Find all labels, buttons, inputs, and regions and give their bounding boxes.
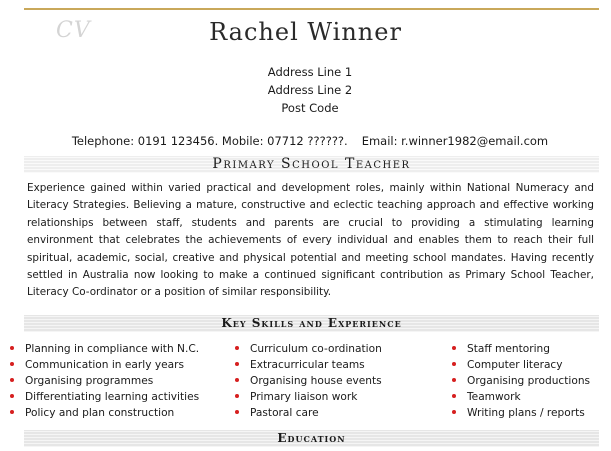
bullet-icon (452, 410, 456, 414)
list-item: Computer literacy (450, 357, 590, 373)
cv-watermark: CV (56, 18, 91, 43)
bullet-icon (10, 394, 14, 398)
bullet-icon (452, 394, 456, 398)
list-item: Primary liaison work (233, 389, 382, 405)
list-item: Communication in early years (8, 357, 199, 373)
bullet-icon (10, 410, 14, 414)
bullet-icon (452, 346, 456, 350)
bullet-icon (10, 378, 14, 382)
bullet-icon (235, 378, 239, 382)
list-item: Policy and plan construction (8, 405, 199, 421)
skills-column-3 (450, 341, 590, 421)
list-item: Extracurricular teams (233, 357, 382, 373)
list-item: Planning in compliance with N.C. (8, 341, 199, 357)
education-heading (24, 430, 599, 447)
list-item: Organising house events (233, 373, 382, 389)
profile-summary: Experience gained within varied practical and development roles, mainly within National Numeracy and Literacy Strategies. Believing a mature, constructive and eclectic teaching approach and effective working relationships between staff, students and parents are crucial to providing a stimulating learning environment that celebrates the achievements of every individual and enables them to reach their full spiritual, academic, social, creative and physical potential and meeting school mandates. Having recently settled in Australia now looking to make a continued significant contribution as Primary School Teacher, Literacy Co-ordinator or a position of similar responsibility. (27, 182, 594, 299)
list-item: Organising programmes (8, 373, 199, 389)
telephone-text: Telephone: 0191 123456. Mobile: 07712 ??????. (71, 134, 348, 148)
bullet-icon (452, 362, 456, 366)
job-title-text: Primary School Teacher (212, 156, 411, 172)
list-item: Teamwork (450, 389, 590, 405)
bullet-icon (235, 394, 239, 398)
skills-heading-text: Key Skills and Experience (221, 316, 402, 330)
bullet-icon (235, 362, 239, 366)
address-line-1: Address Line 1 (267, 65, 353, 79)
list-item: Staff mentoring (450, 341, 590, 357)
bullet-icon (10, 346, 14, 350)
job-title-heading (24, 156, 599, 173)
bullet-icon (235, 346, 239, 350)
skills-column-2 (233, 341, 382, 421)
list-item: Differentiating learning activities (8, 389, 199, 405)
top-divider (24, 8, 599, 10)
skills-heading (24, 315, 599, 332)
post-code: Post Code (281, 101, 339, 115)
bullet-icon (452, 378, 456, 382)
candidate-name: Rachel Winner (209, 18, 402, 46)
contact-line (0, 134, 611, 148)
email-text: Email: r.winner1982@email.com (361, 134, 549, 148)
bullet-icon (10, 362, 14, 366)
bullet-icon (235, 410, 239, 414)
list-item: Pastoral care (233, 405, 382, 421)
address-line-2: Address Line 2 (267, 83, 353, 97)
skills-column-1 (8, 341, 199, 421)
list-item: Writing plans / reports (450, 405, 590, 421)
list-item: Curriculum co-ordination (233, 341, 382, 357)
education-heading-text: Education (277, 431, 346, 445)
list-item: Organising productions (450, 373, 590, 389)
